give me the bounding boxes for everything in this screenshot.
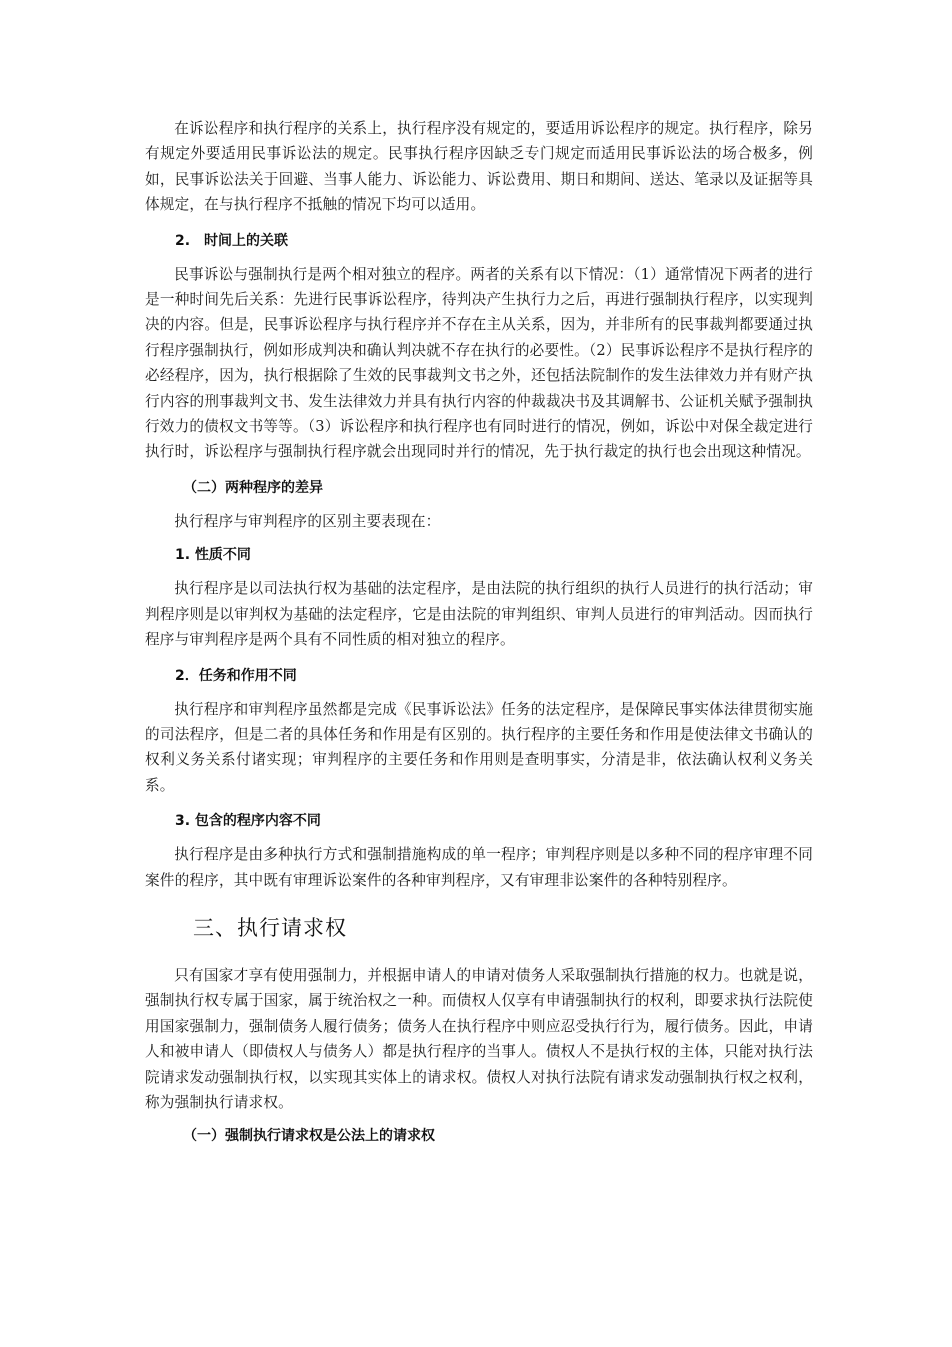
heading-content-different: 3. 包含的程序内容不同 [175,813,321,830]
document-page [145,116,813,1147]
heading-task-different: 2．任务和作用不同 [175,667,297,684]
heading-public-law-claim: （一）强制执行请求权是公法上的请求权 [183,1128,435,1145]
section-title-execution-claim: 三、执行请求权 [193,915,347,940]
paragraph-differences-intro: 执行程序与审判程序的区别主要表现在： [174,512,441,530]
heading-procedure-differences: （二）两种程序的差异 [183,479,323,496]
paragraph-execution-claim: 只有国家才享有使用强制力，并根据申请人的申请对债务人采取强制执行措施的权力。也就是说，强制执行权专属于国家，属于统治权之一种。而债权人仅享有申请强制执行的权利，即要求执行法院使用国家强制力，强制债务人履行债务；债务人在执行程序中则应忍受执行行为，履行债务。因此，申请人和被申请人（即债权人与债务人）都是执行程序的当事人。债权人不是执行权的主体，只能对执行法院请求发动强制执行权，以实现其实体上的请求权。债权人对执行法院有请求发动强制执行权之权利，称为强制执行请求权。 [145,966,813,1111]
paragraph-procedure-relation: 在诉讼程序和执行程序的关系上，执行程序没有规定的，要适用诉讼程序的规定。执行程序，除另有规定外要适用民事诉讼法的规定。民事执行程序因缺乏专门规定而适用民事诉讼法的场合极多，例如，民事诉讼法关于回避、当事人能力、诉讼能力、诉讼费用、期日和期间、送达、笔录以及证据等具体规定，在与执行程序不抵触的情况下均可以适用。 [145,120,813,214]
heading-time-relation: 2. 时间上的关联 [175,232,289,249]
paragraph-time-relation: 民事诉讼与强制执行是两个相对独立的程序。两者的关系有以下情况：（1）通常情况下两者的进行是一种时间先后关系：先进行民事诉讼程序，待判决产生执行力之后，再进行强制执行程序，以实现判决的内容。但是，民事诉讼程序与执行程序并不存在主从关系，因为，并非所有的民事裁判都要通过执行程序强制执行，例如形成判决和确认判决就不存在执行的必要性。（2）民事诉讼程序不是执行程序的必经程序，因为，执行根据除了生效的民事裁判文书之外，还包括法院制作的发生法律效力并有财产执行内容的刑事裁判文书、发生法律效力并具有执行内容的仲裁裁决书及其调解书、公证机关赋予强制执行效力的债权文书等等。（3）诉讼程序和执行程序也有同时进行的情况，例如，诉讼中对保全裁定进行执行时，诉讼程序与强制执行程序就会出现同时并行的情况，先于执行裁定的执行也会出现这种情况。 [145,265,813,461]
paragraph-nature: 执行程序是以司法执行权为基础的法定程序，是由法院的执行组织的执行人员进行的执行活动；审判程序则是以审判权为基础的法定程序，它是由法院的审判组织、审判人员进行的审判活动。因而执行程序与审判程序是两个具有不同性质的相对独立的程序。 [145,580,813,649]
paragraph-task: 执行程序和审判程序虽然都是完成《民事诉讼法》任务的法定程序，是保障民事实体法律贯彻实施的司法程序，但是二者的具体任务和作用是有区别的。执行程序的主要任务和作用是使法律文书确认的权利义务关系付诸实现；审判程序的主要任务和作用则是查明事实，分清是非，依法确认权利义务关系。 [145,700,813,794]
paragraph-content: 执行程序是由多种执行方式和强制措施构成的单一程序；审判程序则是以多种不同的程序审理不同案件的程序，其中既有审理诉讼案件的各种审判程序，又有审理非讼案件的各种特别程序。 [145,846,813,889]
heading-nature-different: 1. 性质不同 [175,547,251,564]
